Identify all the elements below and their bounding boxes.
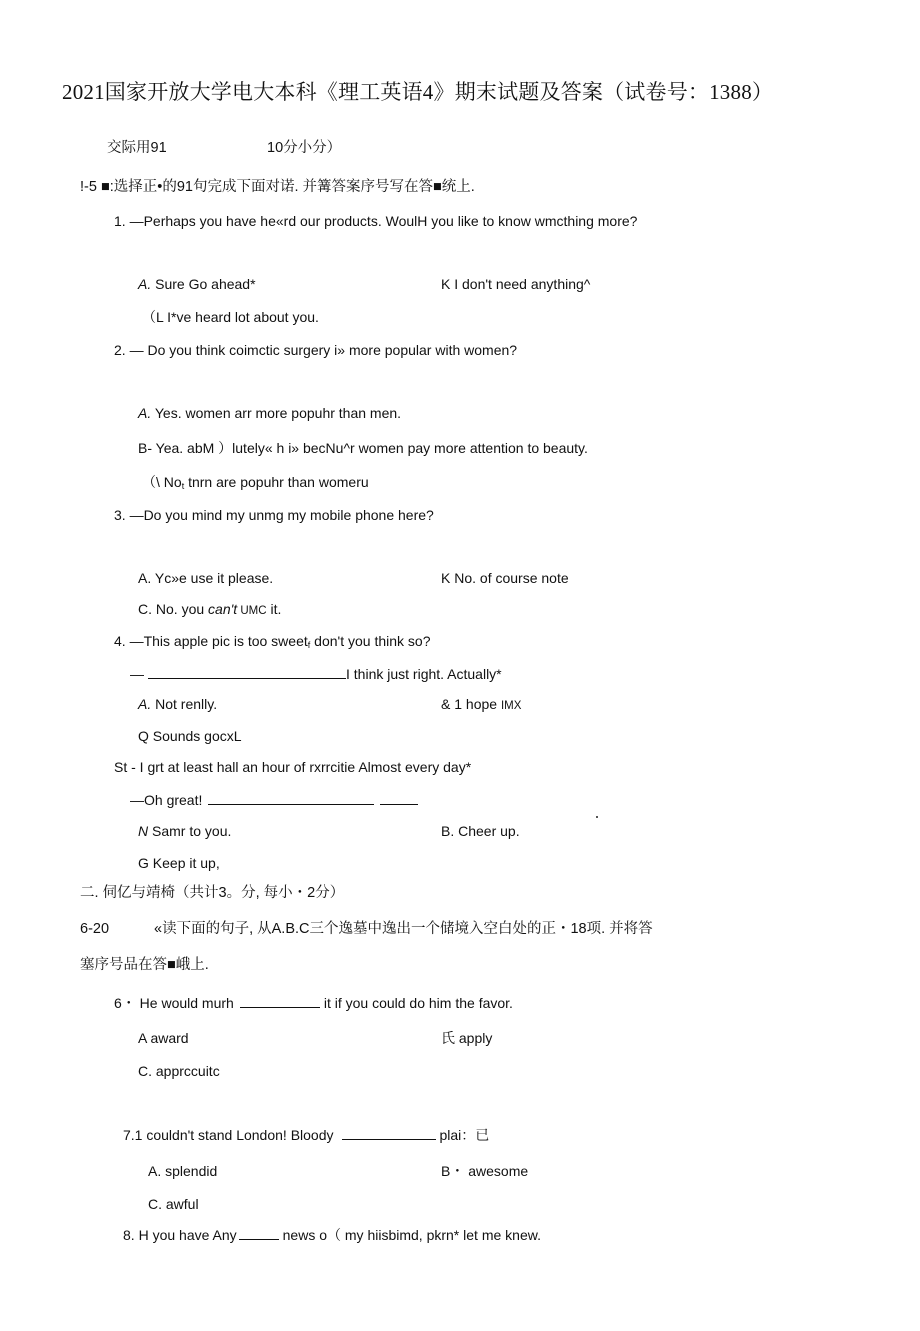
q6-stem — [114, 993, 513, 1012]
q3-option-c-small: UMC — [237, 605, 267, 617]
page-title: 2021国家开放大学电大本科《理工英语4》期末试题及答案（试卷号：1388） — [62, 80, 774, 104]
q5-option-c: G Keep it up, — [138, 855, 220, 871]
q3-stem: 3. —Do you mind my unmg my mobile phone here? — [114, 507, 434, 523]
q7-stem — [123, 1125, 489, 1144]
q5-answer-blank-2 — [380, 790, 418, 805]
q4-stem-pre: 4. —This apple pic is too sweet — [114, 633, 308, 649]
q4-option-a-text: Not renlly. — [151, 696, 218, 712]
q2-option-c-post: tnrn are popuhr than womeru — [184, 474, 369, 490]
q6-stem-post: it if you could do him the favor. — [323, 995, 513, 1011]
q5-option-b: B. Cheer up. — [441, 823, 520, 839]
q4-stem-sub: f — [307, 640, 311, 650]
q4-reply — [130, 664, 502, 683]
q3-option-c-post: it. — [266, 601, 282, 617]
q3-option-c-ital: can't — [208, 601, 238, 617]
q8-stem-pre: 8. H you have Any — [123, 1227, 237, 1243]
q3-option-b: K No. of course note — [441, 570, 569, 586]
q4-option-b — [441, 695, 521, 715]
q1-option-a-text: Sure Go ahead* — [151, 276, 256, 292]
q4-option-b-small: IMX — [500, 700, 522, 712]
q4-stem-post: don't you think so? — [310, 633, 431, 649]
part1-instruction: !-5 ■:选择正•的91句完成下面对诺. 并篝答案序号写在答■统上. — [80, 179, 475, 195]
q2-option-c-pre: （\ No — [142, 474, 182, 490]
q7-option-c: C. awful — [148, 1196, 199, 1212]
q4-option-c: Q Sounds gocxL — [138, 728, 242, 744]
q4-option-a — [138, 695, 217, 713]
q4-reply-post: I think just right. Actually* — [346, 666, 502, 682]
q6-option-c: C. apprccuitc — [138, 1063, 220, 1079]
q8-answer-blank — [239, 1225, 279, 1240]
q7-stem-post: plai：已 — [439, 1127, 490, 1143]
q5-stem: St - I grt at least hall an hour of rxrrcitie Almost every day* — [114, 759, 472, 775]
q4-option-b-pre: & 1 hope — [441, 696, 501, 712]
part2-range: 6-20 — [80, 921, 110, 937]
q1-option-c: （L I*ve heard lot about you. — [142, 309, 319, 325]
q6-option-b: 氏 apply — [441, 1030, 493, 1046]
part2-title: 二. 伺亿与靖椅（共计3。分, 每小・2分） — [80, 885, 345, 901]
q3-option-c — [138, 600, 281, 620]
q4-option-a-label: A. — [138, 696, 152, 712]
q1-option-a — [138, 275, 256, 293]
q3-option-c-pre: C. No. you — [138, 601, 209, 617]
q5-option-a — [138, 822, 231, 840]
q8-stem-post: news o（ my hiisbimd, pkrn* let me knew. — [282, 1227, 541, 1243]
stray-dot — [596, 816, 598, 818]
q7-option-a: A. splendid — [148, 1163, 218, 1179]
q2-option-c-sub: t — [181, 481, 185, 491]
q7-stem-pre: 7.1 couldn't stand London! Bloody — [123, 1127, 334, 1143]
q8-stem — [123, 1225, 541, 1244]
q2-option-c — [142, 473, 369, 495]
part2-instruction-2: 塞序号品在答■峨上. — [80, 957, 209, 973]
q2-option-a-text: Yes. women arr more popuhr than men. — [151, 405, 402, 421]
q2-option-a-label: A. — [138, 405, 152, 421]
q4-answer-blank — [148, 664, 346, 679]
q4-stem — [114, 632, 430, 654]
part2-instruction-1: «读下面的句子, 从A.B.C三个逸墓中逸出一个储境入空白处的正・18项. 并将答 — [154, 921, 653, 937]
q5-reply — [130, 790, 418, 809]
q4-reply-pre: — — [130, 666, 144, 682]
q6-stem-pre: 6・ He would murh — [114, 995, 234, 1011]
q1-option-a-label: A. — [138, 276, 152, 292]
q5-reply-pre: —Oh great! — [130, 792, 203, 808]
q5-option-a-label: N — [138, 823, 149, 839]
q6-option-a: A award — [138, 1030, 189, 1046]
q2-option-a — [138, 404, 401, 422]
q1-option-b: K I don't need anything^ — [441, 276, 591, 292]
part1-header-right: 10分小分） — [267, 140, 342, 156]
q6-answer-blank — [240, 993, 320, 1008]
q2-stem: 2. — Do you think coimctic surgery i» more popular with women? — [114, 342, 518, 358]
q5-option-a-text: Samr to you. — [148, 823, 232, 839]
part1-header-left: 交际用91 — [107, 140, 167, 156]
q2-option-b: B- Yea. abM ）lutely« h i» becNu^r women pay more attention to beauty. — [138, 440, 588, 456]
q7-answer-blank — [342, 1125, 436, 1140]
q1-stem: 1. —Perhaps you have he«rd our products. WoulH you like to know wmcthing more? — [114, 213, 638, 229]
q3-option-a: A. Yc»e use it please. — [138, 570, 274, 586]
q7-option-b: B・ awesome — [441, 1163, 529, 1179]
q5-answer-blank-1 — [208, 790, 374, 805]
